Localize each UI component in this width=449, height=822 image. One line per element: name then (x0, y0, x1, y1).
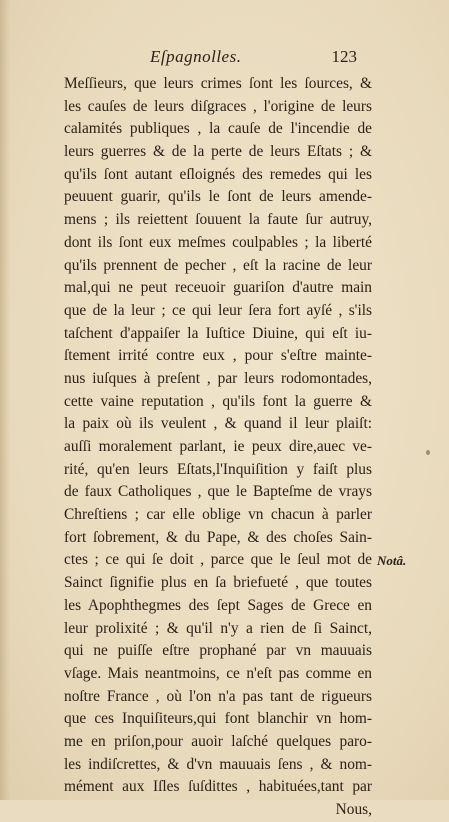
text-line: calamités publiques , la cauſe de l'incendie de (64, 120, 372, 138)
text-line: ſtement irrité contre eux , pour s'eſtre mainte- (64, 347, 372, 365)
text-line: de faux Catholiques , que le Bapteſme de vrays (64, 483, 372, 501)
text-line: fort ſobrement, & du Pape, & des choſes Sain- (64, 528, 372, 546)
text-line: auſſi moralement parlant, ie peux dire,auec ve- (64, 438, 372, 455)
text-line: leurs guerres & de la perte de leurs Eſtats ; & (64, 143, 372, 161)
text-line: taſchent d'appaiſer la Iuſtice Diuine, qui eſt iu- (64, 324, 372, 342)
text-line: noſtre France , où l'on n'a pas tant de rigueurs (64, 687, 372, 705)
text-line: qu'ils prennent de pecher , eſt la racine de leur (64, 256, 372, 274)
text-line: Chreſtiens ; car elle oblige vn chacun à parler (64, 506, 372, 524)
text-line: vſage. Mais neantmoins, ce n'eſt pas comme en (64, 664, 372, 682)
text-line: nus iuſques à preſent , par leurs rodomontades, (64, 369, 372, 387)
text-line: rité, qu'en leurs Eſtats,l'Inquiſition y faiſt plus (64, 460, 372, 478)
text-line: qui ne puiſſe eſtre prophané par vn mauuais (64, 642, 372, 660)
text-line: me en priſon,pour auoir laſché quelques paro- (64, 732, 372, 750)
text-line: peuuent guarir, qu'ils le ſont de leurs amende- (64, 188, 372, 206)
body-text (64, 73, 372, 822)
catchword: Nous, (335, 801, 372, 818)
text-line: la paix où ils veulent , & quand il leur plaiſt: (64, 415, 372, 433)
text-line: dont ils ſont eux meſmes coulpables ; la liberté (64, 233, 372, 251)
text-line: les cauſes de leurs diſgraces , l'origine de leurs (64, 97, 372, 115)
text-line: que ces Inquiſiteurs,qui font blanchir vn hom- (64, 710, 372, 728)
text-line: les Apophthegmes des ſept Sages de Grece en (64, 596, 372, 614)
text-line: les indiſcrettes, & d'vn mauuais ſens , & nom- (64, 755, 372, 773)
text-line: cette vaine reputation , qu'ils font la guerre & (64, 392, 372, 410)
ink-spot (426, 450, 430, 455)
text-line: mal,qui ne peut receuoir guariſon d'autre main (64, 279, 372, 297)
text-line: qu'ils ſont autant eſloignés des remedes qui les (64, 165, 372, 183)
text-line: Sainct ſignifie plus en ſa briefueté , que toutes (64, 574, 372, 592)
text-line: que de la leur ; ce qui leur ſera fort ayſé , s'ils (64, 301, 372, 319)
running-head: Eſpagnolles. (150, 47, 242, 66)
margin-note: Notâ. (377, 553, 407, 568)
page-header (0, 47, 449, 71)
page-number: 123 (331, 47, 357, 66)
text-line: ctes ; ce qui ſe doit , parce que le ſeul mot de (64, 551, 372, 569)
text-line: leur prolixité ; & qu'il n'y a rien de ſi Sainct, (64, 619, 372, 637)
text-line: mément aux Iſles ſuſdittes , habituées,tant par (64, 778, 372, 796)
text-line: Meſſieurs, que leurs crimes ſont les ſources, & (64, 75, 372, 92)
text-line: mens ; ils reiettent ſouuent la faute ſur autruy, (64, 211, 372, 229)
